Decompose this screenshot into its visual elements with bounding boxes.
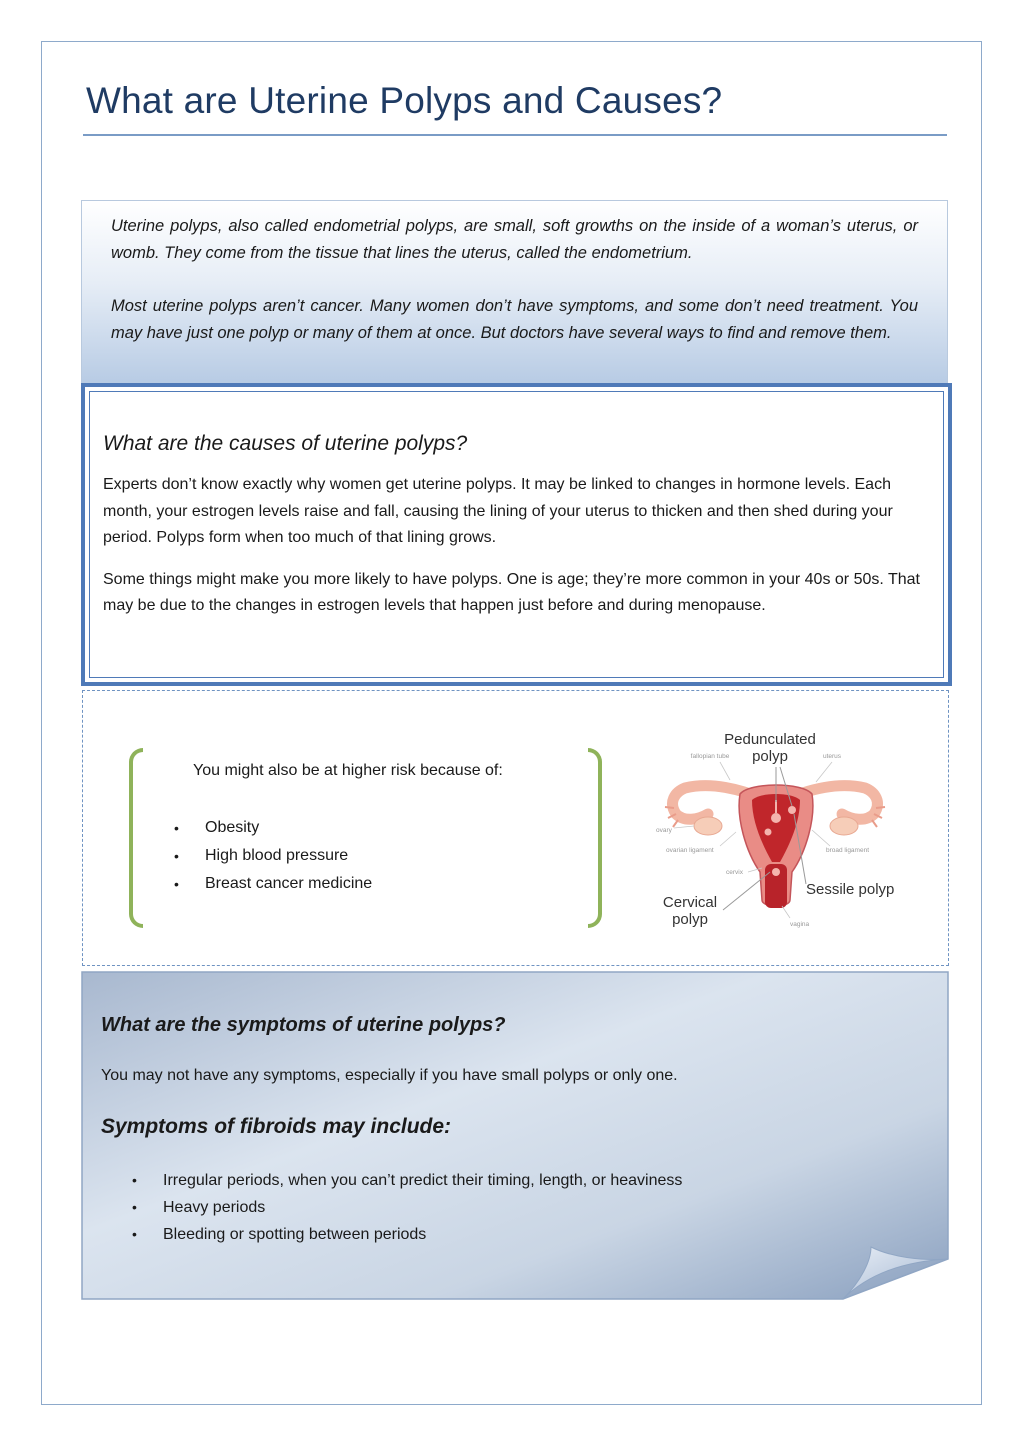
symptoms-intro: You may not have any symptoms, especially if you have small polyps or only one.: [101, 1067, 678, 1084]
intro-paragraph-1: Uterine polyps, also called endometrial polyps, are small, soft growths on the inside of a woman’s uterus, or womb. They come from the tissue that lines the uterus, called the endometrium.: [111, 217, 918, 262]
causes-heading: What are the causes of uterine polyps?: [103, 432, 468, 455]
causes-inner-frame: [89, 391, 944, 678]
list-item: [101, 1194, 901, 1221]
symptom-item-label: Bleeding or spotting between periods: [163, 1226, 427, 1243]
causes-paragraph-2: Some things might make you more likely to have polyps. One is age; they’re more common in your 40s or 50s. That may be due to the changes in estrogen levels that happen just before and during menopause.: [103, 570, 920, 614]
sessile-polyp: [788, 806, 796, 814]
risk-list: [170, 814, 372, 898]
list-item: [101, 1221, 901, 1248]
bullet-icon: •: [132, 1172, 137, 1188]
list-item: [170, 870, 372, 898]
uterus-illustration: [640, 722, 920, 937]
symptom-list: [101, 1167, 901, 1253]
bullet-icon: •: [132, 1226, 137, 1242]
uterus-diagram: [640, 722, 920, 937]
list-item: [170, 814, 372, 842]
intro-box: [81, 200, 948, 384]
small-polyp: [765, 829, 772, 836]
label-uterus: uterus: [822, 753, 842, 760]
risk-intro: You might also be at higher risk because of:: [193, 762, 503, 779]
label-fallopian: fallopian tube: [690, 753, 730, 760]
causes-paragraph-1: Experts don’t know exactly why women get uterine polyps. It may be linked to changes in hormone levels. Each month, your estrogen levels raise and fall, causing the lining of your uterus to thicken and then shed during your period. Polyps form when too much of that lining grows.: [103, 476, 893, 546]
left-ovary: [694, 817, 722, 835]
label-ovary: ovary: [656, 827, 672, 834]
fibroids-heading: Symptoms of fibroids may include:: [101, 1115, 452, 1138]
symptom-item-label: Irregular periods, when you can’t predict their timing, length, or heaviness: [163, 1172, 683, 1189]
symptom-item-label: Heavy periods: [163, 1199, 266, 1216]
bullet-icon: •: [174, 876, 179, 892]
bullet-icon: •: [174, 820, 179, 836]
title-rule: [83, 134, 947, 136]
list-item: [170, 842, 372, 870]
bullet-icon: •: [132, 1199, 137, 1215]
label-pedunculated: Pedunculated: [724, 731, 816, 748]
intro-paragraph-2: Most uterine polyps aren’t cancer. Many women don’t have symptoms, and some don’t need treatment. You may have just one polyp or many of them at once. But doctors have several ways to find and remove them.: [111, 297, 918, 342]
label-cervix: cervix: [726, 869, 743, 876]
label-sessile: Sessile polyp: [806, 881, 895, 898]
risk-item-label: Obesity: [205, 819, 260, 836]
risk-item-label: High blood pressure: [205, 847, 349, 864]
causes-box: [81, 383, 952, 686]
label-vagina: vagina: [790, 921, 810, 928]
right-bracket: [588, 748, 602, 928]
label-ovarian-ligament: ovarian ligament: [666, 847, 714, 854]
cervical-polyp: [772, 868, 780, 876]
label-pedunculated-2: polyp: [752, 748, 788, 765]
label-broad-ligament: broad ligament: [826, 847, 869, 854]
symptoms-box: [81, 971, 950, 1301]
risk-item-label: Breast cancer medicine: [205, 875, 373, 892]
left-bracket: [129, 748, 143, 928]
symptoms-heading: What are the symptoms of uterine polyps?: [101, 1014, 506, 1036]
label-cervical-2: polyp: [672, 911, 708, 928]
pedunculated-polyp: [771, 813, 781, 823]
label-cervical: Cervical: [662, 894, 718, 911]
bullet-icon: •: [174, 848, 179, 864]
symptoms-content: [101, 1014, 901, 1253]
page-title: What are Uterine Polyps and Causes?: [86, 80, 723, 121]
list-item: [101, 1167, 901, 1194]
right-ovary: [830, 817, 858, 835]
